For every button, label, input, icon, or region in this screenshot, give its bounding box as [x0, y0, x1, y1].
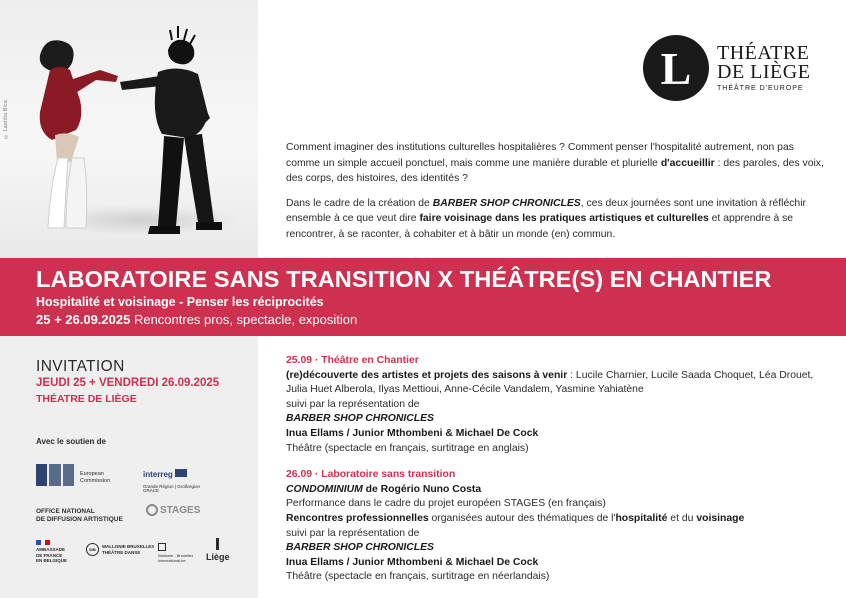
interreg-flag-icon — [175, 469, 187, 477]
intro-paragraph-2 — [286, 196, 826, 243]
invitation-label: INVITATION — [36, 358, 125, 375]
wbtd-line-2: THÉÂTRE DANSE — [102, 549, 141, 555]
stages-mark-icon — [146, 504, 158, 516]
day2-heading: 26.09 · Laboratoire sans transition — [286, 469, 456, 481]
wbi-mark-icon — [158, 543, 166, 551]
banner-dates-bold: 25 + 26.09.2025 — [36, 312, 131, 327]
amb-line-2: DE FRANCE — [36, 552, 63, 558]
eu-line-2: Commission — [80, 477, 111, 484]
intro-p1-bold: d'accueillir — [660, 157, 715, 169]
banner-subtitle: Hospitalité et voisinage - Penser les réciprocités — [36, 295, 324, 309]
amb-line-3: EN BELGIQUE — [36, 558, 68, 563]
wbi-line-1: Wallonie - Bruxelles — [158, 553, 194, 558]
banner-dates-rest: Rencontres pros, spectacle, exposition — [130, 312, 358, 327]
day1-authors-text: Inua Ellams / Junior Mthombeni & Michael De Cock — [286, 427, 539, 439]
grace-label: GRACE — [143, 488, 160, 493]
banner-dates — [36, 311, 846, 329]
interreg-logo — [143, 464, 200, 489]
liege-logo — [206, 538, 230, 562]
logo-mark: L — [643, 35, 709, 101]
interreg-sub: Grande Région | Großregion — [143, 484, 200, 489]
logo-line-2: DE LIÈGE — [717, 61, 811, 83]
intro-paragraph-1 — [286, 140, 826, 187]
day2-condominium — [286, 483, 826, 498]
day1-show-info: Théâtre (spectacle en français, surtitrage en anglais) — [286, 442, 529, 454]
intro-p2-a: Dans le cadre de la création de — [286, 197, 433, 209]
day2-meetings-bold: Rencontres professionnelles — [286, 512, 429, 524]
day2-meetings-c: et du — [667, 512, 697, 524]
wbtd-logo — [86, 543, 154, 556]
day2-meetings-hospitalite: hospitalité — [615, 512, 668, 524]
french-flag-icon — [36, 540, 50, 545]
wbtd-line-1: WALLONIE BRUXELLES — [102, 544, 155, 549]
day2-performance: Performance dans le cadre du projet européen STAGES (en français) — [286, 498, 606, 510]
day2-meetings — [286, 512, 826, 527]
day1-artists-bold: (re)découverte des artistes et projets des saisons à venir — [286, 369, 568, 381]
day2-condominium-author: de Rogério Nuno Costa — [362, 483, 482, 495]
day2-condominium-title: CONDOMINIUM — [286, 483, 363, 495]
day2-show-info: Théâtre (spectacle en français, surtitrage en néerlandais) — [286, 571, 550, 583]
eu-line-1: European — [80, 471, 104, 477]
intro-p1-b: : des paroles, des voix, des corps, des histoires, des identités ? — [286, 157, 824, 184]
event-banner — [0, 258, 846, 336]
eu-flag-icon — [36, 464, 74, 486]
onda-line-2: DE DIFFUSION ARTISTIQUE — [36, 516, 123, 523]
hero-photo — [0, 0, 258, 258]
intro-p2-b: , ces deux journées sont une invitation à réfléchir ensemble à ce que veut dire — [286, 197, 806, 224]
support-label: Avec le soutien de — [36, 437, 106, 446]
stages-logo — [146, 504, 200, 516]
logo-line-3: THÉÂTRE D'EUROPE — [717, 85, 804, 92]
day2-show-title: BARBER SHOP CHRONICLES — [286, 542, 434, 554]
intro-p1-a: Comment imaginer des institutions culturelles hospitalières ? Comment penser l'hospitalité autrement, non pas comme un simple accueil ponctuel, mais comme une manière durable et plurielle — [286, 142, 794, 169]
program — [286, 354, 826, 585]
day2-meetings-voisinage: voisinage — [696, 512, 745, 524]
invitation-dates: JEUDI 25 + VENDREDI 26.09.2025 — [36, 377, 220, 389]
photo-credit: © Laetitia Bica — [3, 100, 9, 140]
wbtd-text — [102, 544, 154, 555]
day1-artists — [286, 369, 826, 398]
day1-artists-rest: : Lucile Charnier, Lucile Saada Choquet, Léa Drouet, Julia Huet Alberola, Ilyas Mettioui, Anne-Cécile Vandalem, Yasmine Yahiatène — [286, 369, 814, 396]
ambassade-logo — [36, 540, 67, 564]
logo-line-1: THÉATRE — [717, 42, 810, 64]
intro-p2-title: BARBER SHOP CHRONICLES — [432, 197, 581, 209]
theatre-logo — [643, 35, 810, 101]
intro-p2-c: et apprendre à se rencontrer, à se raconter, à cohabiter et à bâtir un monde (en) commun. — [286, 213, 794, 240]
logo-wordmark — [717, 44, 810, 92]
intro-text — [286, 140, 826, 242]
wbi-line-2: International.be — [158, 558, 186, 563]
banner-title: LABORATOIRE SANS TRANSITION X THÉÂTRE(S) EN CHANTIER — [36, 266, 772, 292]
intro-p2-bold: faire voisinage dans les pratiques artistiques et culturelles — [419, 213, 709, 224]
day2-followed-by: suivi par la représentation de — [286, 527, 420, 539]
amb-line-1: AMBASSADE — [36, 547, 66, 552]
onda-logo — [36, 508, 123, 524]
dancers-illustration — [0, 0, 258, 258]
liege-mark-icon — [216, 538, 219, 550]
wbtd-mark-icon: WB — [86, 543, 99, 556]
day1-heading: 25.09 · Théâtre en Chantier — [286, 355, 419, 366]
liege-name: Liège — [206, 552, 230, 562]
invitation-panel — [0, 336, 258, 598]
wbi-logo — [158, 543, 193, 563]
day2-authors-text: Inua Ellams / Junior Mthombeni & Michael De Cock — [286, 556, 539, 568]
eu-commission-logo — [80, 471, 110, 484]
onda-line-1: OFFICE NATIONAL — [36, 508, 95, 515]
invitation-venue: THÉATRE DE LIÈGE — [36, 393, 137, 405]
day1-show-title: BARBER SHOP CHRONICLES — [286, 413, 434, 425]
day1-followed-by: suivi par la représentation de — [286, 398, 420, 410]
day1-authors — [286, 427, 826, 442]
interreg-name: interreg — [143, 470, 173, 479]
day2-meetings-a: organisées autour des thématiques de l' — [428, 512, 616, 524]
stages-name: STAGES — [160, 504, 201, 516]
day2-authors — [286, 556, 826, 571]
